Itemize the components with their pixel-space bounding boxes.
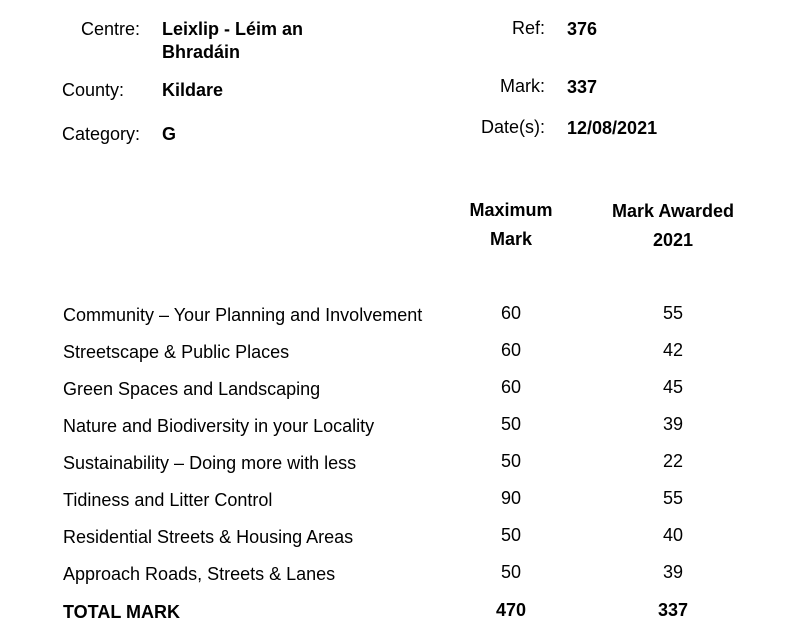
row-max-mark: 60 [500,377,522,397]
dates-label: Date(s): [480,117,545,137]
total-awarded-mark: 337 [657,600,689,620]
row-category: Residential Streets & Housing Areas [63,527,354,547]
total-label: TOTAL MARK [63,602,180,622]
row-category: Nature and Biodiversity in your Locality [63,416,375,436]
row-max-mark: 50 [500,562,522,582]
column-header-maximum-mark: Maximum Mark [469,200,553,249]
row-max-mark: 50 [500,525,522,545]
table-row [0,305,790,335]
row-max-mark: 60 [500,340,522,360]
row-category: Approach Roads, Streets & Lanes [63,564,336,584]
row-awarded-mark: 39 [662,562,684,582]
ref-label: Ref: [511,18,545,38]
table-row [0,342,790,372]
row-awarded-mark: 55 [662,303,684,323]
row-awarded-mark: 55 [662,488,684,508]
centre-value: Leixlip - Léim an Bhradáin [162,19,304,62]
table-row [0,564,790,594]
row-max-mark: 50 [500,451,522,471]
row-awarded-mark: 40 [662,525,684,545]
row-max-mark: 60 [500,303,522,323]
category-label: Category: [62,124,141,144]
row-awarded-mark: 42 [662,340,684,360]
row-awarded-mark: 45 [662,377,684,397]
centre-label: Centre: [80,19,140,39]
total-row [0,602,790,632]
row-max-mark: 90 [500,488,522,508]
row-category: Tidiness and Litter Control [63,490,273,510]
row-max-mark: 50 [500,414,522,434]
category-value: G [162,124,177,144]
county-value: Kildare [162,80,224,100]
row-awarded-mark: 22 [662,451,684,471]
row-category: Green Spaces and Landscaping [63,379,321,399]
row-category: Streetscape & Public Places [63,342,290,362]
county-label: County: [62,80,125,100]
mark-value: 337 [567,77,598,97]
dates-value: 12/08/2021 [567,118,658,138]
table-row [0,490,790,520]
mark-label: Mark: [500,76,545,96]
table-row [0,379,790,409]
table-row [0,453,790,483]
row-category: Sustainability – Doing more with less [63,453,357,473]
table-row [0,416,790,446]
row-category: Community – Your Planning and Involvement [63,305,423,325]
table-row [0,527,790,557]
column-header-mark-awarded: Mark Awarded 2021 [611,201,735,250]
ref-value: 376 [567,19,598,39]
total-max-mark: 470 [495,600,527,620]
row-awarded-mark: 39 [662,414,684,434]
